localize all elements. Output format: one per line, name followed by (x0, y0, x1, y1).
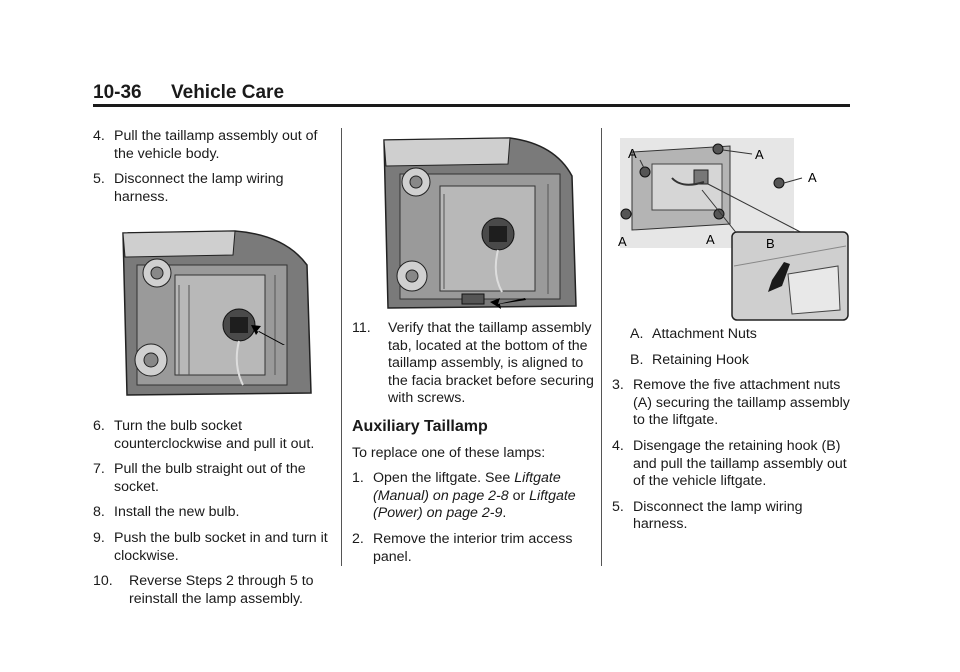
taillamp-tab-figure (380, 134, 580, 314)
header-rule (93, 104, 850, 107)
label-a-4: A (618, 234, 627, 249)
taillamp-socket-figure (115, 225, 315, 400)
step-6: 6. Turn the bulb socket counterclockwise and pull it out. (93, 418, 315, 452)
column-divider-1 (341, 128, 342, 566)
column-1-lower (93, 418, 335, 616)
auxiliary-taillamp-figure (612, 134, 852, 324)
column-2 (352, 320, 594, 574)
step-4: 4. Pull the taillamp assembly out of the vehicle body. (93, 128, 318, 162)
aux-step-3: 3. Remove the five attachment nuts (A) securing the taillamp assembly to the liftgate. (612, 377, 850, 429)
step-5: 5. Disconnect the lamp wiring harness. (93, 171, 284, 205)
label-a-2: A (755, 147, 764, 162)
legend-b: B. Retaining Hook (630, 351, 750, 368)
label-a-3: A (808, 170, 817, 185)
liftgate-manual-link[interactable]: Liftgate (Manual) on page 2-8 (373, 470, 561, 504)
column-1 (93, 128, 335, 214)
aux-step-1: 1. Open the liftgate. See Liftgate (Manual) on page 2-8 or Liftgate (Power) on page 2-9. (352, 470, 576, 522)
column-3 (612, 326, 854, 542)
auxiliary-taillamp-heading: Auxiliary Taillamp (352, 417, 488, 435)
step-11: 11. Verify that the taillamp assembly tab, located at the bottom of the taillamp assembly, is aligned to the facia bracket before securing with screws. (352, 320, 594, 407)
step-7: 7. Pull the bulb straight out of the socket. (93, 461, 306, 495)
aux-step-2: 2. Remove the interior trim access panel. (352, 530, 573, 565)
step-8: 8. Install the new bulb. (93, 504, 240, 521)
step-10: 10. Reverse Steps 2 through 5 to reinstall the lamp assembly. (93, 573, 314, 607)
aux-step-4: 4. Disengage the retaining hook (B) and pull the taillamp assembly out of the vehicle liftgate. (612, 437, 847, 490)
liftgate-power-link[interactable]: Liftgate (Power) on page 2-9 (373, 487, 576, 522)
legend-a: A. Attachment Nuts (630, 326, 757, 342)
intro-text: To replace one of these lamps: (352, 444, 546, 461)
page-number: 10-36 (93, 82, 142, 103)
label-b: B (766, 236, 775, 251)
aux-step-5: 5. Disconnect the lamp wiring harness. (612, 498, 803, 533)
section-title: Vehicle Care (171, 82, 285, 103)
step-9: 9. Push the bulb socket in and turn it clockwise. (93, 529, 328, 564)
label-a-1: A (628, 146, 637, 161)
label-a-5: A (706, 232, 715, 247)
column-divider-2 (601, 128, 602, 566)
